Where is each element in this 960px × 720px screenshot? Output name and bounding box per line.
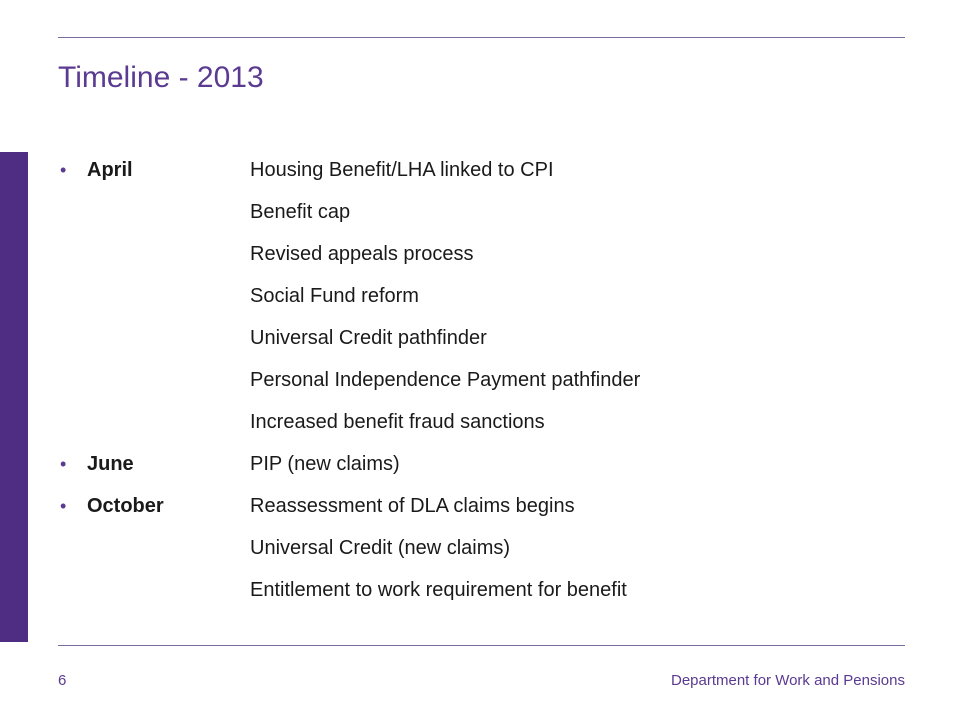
timeline-row — [58, 401, 918, 443]
timeline-row-april — [58, 149, 918, 191]
top-divider — [58, 37, 905, 38]
event-item: Increased benefit fraud sanctions — [250, 411, 545, 433]
month-label: June — [87, 453, 134, 475]
bullet-icon: • — [60, 454, 67, 474]
month-label: April — [87, 159, 133, 181]
timeline-row — [58, 191, 918, 233]
bullet-icon: • — [60, 160, 67, 180]
event-item: Revised appeals process — [250, 243, 474, 265]
timeline-row — [58, 317, 918, 359]
event-item: Universal Credit (new claims) — [250, 537, 511, 559]
slide-title: Timeline - 2013 — [58, 61, 264, 94]
event-item: Benefit cap — [250, 201, 351, 223]
event-item: Entitlement to work requirement for benefit — [250, 579, 627, 601]
timeline-row — [58, 569, 918, 611]
page-number: 6 — [58, 672, 67, 689]
event-item: Social Fund reform — [250, 285, 419, 307]
side-accent-bar — [0, 152, 28, 642]
bottom-divider — [58, 645, 905, 646]
timeline-row — [58, 527, 918, 569]
timeline-row — [58, 275, 918, 317]
timeline-row-june — [58, 443, 918, 485]
timeline-row — [58, 233, 918, 275]
bullet-icon: • — [60, 496, 67, 516]
timeline-row — [58, 359, 918, 401]
month-label: October — [87, 495, 164, 517]
event-item: PIP (new claims) — [250, 453, 400, 475]
timeline-row-october — [58, 485, 918, 527]
event-item: Universal Credit pathfinder — [250, 327, 487, 349]
department-name: Department for Work and Pensions — [670, 672, 905, 689]
event-item: Personal Independence Payment pathfinder — [250, 369, 641, 391]
event-item: Housing Benefit/LHA linked to CPI — [250, 159, 554, 181]
event-item: Reassessment of DLA claims begins — [250, 495, 575, 517]
timeline-list — [58, 149, 918, 611]
